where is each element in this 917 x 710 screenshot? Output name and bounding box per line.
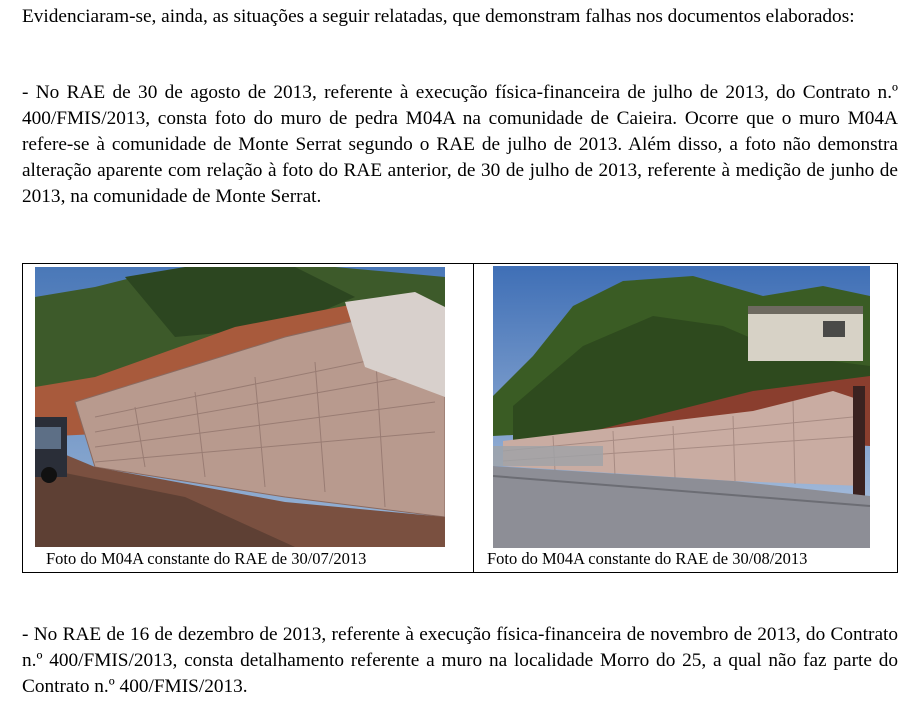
photo-caption: Foto do M04A constante do RAE de 30/07/2013 (46, 549, 367, 568)
paragraph-rae-agosto: - No RAE de 30 de agosto de 2013, referente à execução física-financeira de julho de 2013, do Contrato n.º 400/FMIS/2013, consta foto do muro de pedra M04A na comunidade de Caieira. Ocorre que o muro M04A refere-se à comunidade de Monte Serrat segundo o RAE de julho de 2013. Além disso, a foto não demonstra alteração aparente com relação à foto do RAE anterior, de 30 de julho de 2013, referente à medição de junho de 2013, na comunidade de Monte Serrat. (22, 82, 898, 207)
photo-comparison-table (22, 263, 898, 573)
photo-m04a-30-07-2013 (35, 267, 445, 547)
photo-m04a-30-08-2013 (493, 266, 870, 548)
table-divider (473, 264, 474, 572)
photo-caption: Foto do M04A constante do RAE de 30/08/2013 (487, 549, 808, 568)
intro-paragraph: Evidenciaram-se, ainda, as situações a seguir relatadas, que demonstram falhas nos documentos elaborados: (22, 6, 855, 27)
paragraph-rae-dezembro: - No RAE de 16 de dezembro de 2013, referente à execução física-financeira de novembro de 2013, do Contrato n.º 400/FMIS/2013, consta detalhamento referente a muro na localidade Morro do 25, a qual não faz parte do Contrato n.º 400/FMIS/2013. (22, 624, 898, 697)
